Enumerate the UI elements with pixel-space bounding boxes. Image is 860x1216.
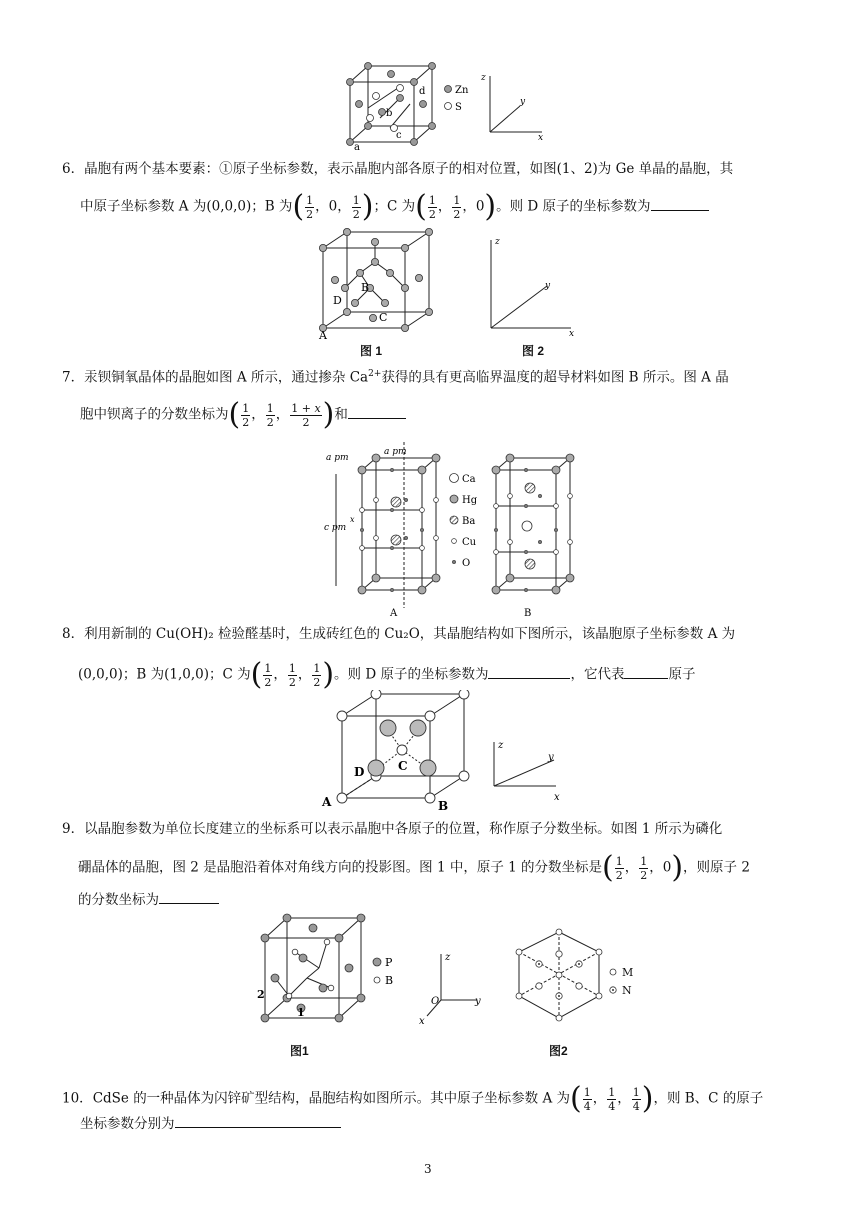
q9-fig2-caption: 图2 [549,1044,568,1058]
q6-fig1-caption: 图 1 [360,344,383,358]
svg-text:z: z [481,73,486,83]
zns-label-c: c [396,130,402,141]
cu2o-label-b: B [438,799,449,813]
q7-line1: 7．汞钡铜氧晶体的晶胞如图 A 所示，通过掺杂 $Ca^{2+}$获得的具有更高临界温度的超导材料如图 B 所示。图 A 晶 [62,369,729,386]
bp-legend-b: B [385,974,394,987]
bp-atom-label-1: 1 [297,1006,305,1019]
cu2o-label-a: A [322,795,332,809]
ge-label-c: C [379,311,388,324]
q7-line2: 胞中钡离子的分数坐标为( $\frac{1}{2}$ ， $\frac{1}{2}$ ， $\frac{1 + x}{2}$ )和 [80,400,406,430]
hgbacuo-cell-figure [322,440,582,620]
ge-label-b: B [361,281,370,294]
bp-legend-p: P [385,956,393,969]
q9-line2: 硼晶体的晶胞，图 2 是晶胞沿着体对角线方向的投影图。图 1 中，原子 1 的分数坐标是( $\frac{1}{2}$ ， $\frac{1}{2}$ ，0)，则原子 2 [78,850,750,885]
svg-text:x: x [419,1016,425,1027]
svg-text:x: x [569,329,575,339]
cu2o-label-d: D [354,765,365,779]
zns-legend-s: S [455,102,462,113]
zns-label-b: b [386,108,393,119]
cu2o-label-c: C [398,759,408,773]
svg-text:z: z [445,952,451,963]
svg-text:c pm: c pm [324,523,347,533]
svg-text:y: y [520,97,526,107]
proj-legend-n: N [622,984,632,997]
svg-text:x: x [538,133,544,143]
q8-answer-blank-2[interactable] [624,664,668,679]
svg-text:x: x [554,792,560,803]
q8-line1: 8．利用新制的 Cu(OH)₂ 检验醛基时，生成砖红色的 Cu₂O，其晶胞结构如下图所示，该晶胞原子坐标参数 A 为 [62,626,736,642]
q9-line3: 的分数坐标为 [78,889,219,910]
zns-label-d: d [419,86,426,97]
fig-a-caption: A [390,608,398,619]
q8-line2: (0,0,0)；B 为(1,0,0)；C 为( $\frac{1}{2}$ ， $\frac{1}{2}$ ， $\frac{1}{2}$ )。则 D 原子的坐标参数为 ，它代表 原子 [78,657,696,692]
page-number: 3 [424,1162,432,1176]
q9-line1: 9．以晶胞参数为单位长度建立的坐标系可以表示晶胞中各原子的位置，称作原子分数坐标。如图 1 所示为磷化 [62,821,723,837]
legend-ca: Ca [462,474,476,485]
q7-answer-blank[interactable] [348,404,406,419]
q10-line1: 10．CdSe 的一种晶体为闪锌矿型结构，晶胞结构如图所示。其中原子坐标参数 A 为( $\frac{1}{4}$ ， $\frac{1}{4}$ ， $\frac{1}{4}$ )，则 B、C 的原子 [62,1081,764,1116]
legend-o: O [462,558,471,569]
ge-unit-cell-figure [315,228,585,340]
legend-cu: Cu [462,537,477,548]
cu2o-cell-figure [318,690,578,814]
proj-legend-m: M [622,966,634,979]
zns-unit-cell-figure [340,58,560,150]
svg-text:y: y [475,996,481,1007]
q10-line2: 坐标参数分别为 [80,1113,341,1134]
svg-text:z: z [495,237,500,247]
q6-fig2-caption: 图 2 [522,344,545,358]
q6-line2: 中原子坐标参数 A 为(0,0,0)；B 为( $\frac{1}{2}$ ，0， $\frac{1}{2}$ )；C 为( $\frac{1}{2}$ ， $\frac{1}{2}$ ，0)。则 D 原子的坐标参数为 [80,192,709,222]
zns-legend-zn: Zn [455,85,469,96]
legend-ba: Ba [462,516,476,527]
ge-label-d: D [333,294,342,307]
q9-answer-blank[interactable] [159,889,219,904]
q6-line1: 6．晶胞有两个基本要素：①原子坐标参数，表示晶胞内部各原子的相对位置，如图(1、2)为 Ge 单晶的晶胞，其 [62,161,734,177]
fig-b-caption: B [524,608,532,619]
svg-text:y: y [545,281,551,291]
legend-hg: Hg [462,495,478,506]
zns-label-a: a [354,142,360,150]
svg-text:O: O [431,996,440,1007]
q8-answer-blank-1[interactable] [488,664,570,679]
svg-text:x: x [350,515,355,524]
q10-answer-blank[interactable] [175,1113,341,1128]
svg-text:z: z [498,740,504,751]
q9-fig1-caption: 图1 [290,1044,309,1058]
q6-answer-blank[interactable] [651,196,709,211]
svg-text:a pm: a pm [326,453,349,463]
ge-label-a: A [319,329,327,340]
svg-text:a pm: a pm [384,447,407,457]
bp-cell-figure [255,912,625,1038]
svg-text:y: y [548,752,554,763]
bp-atom-label-2: 2 [257,988,265,1001]
